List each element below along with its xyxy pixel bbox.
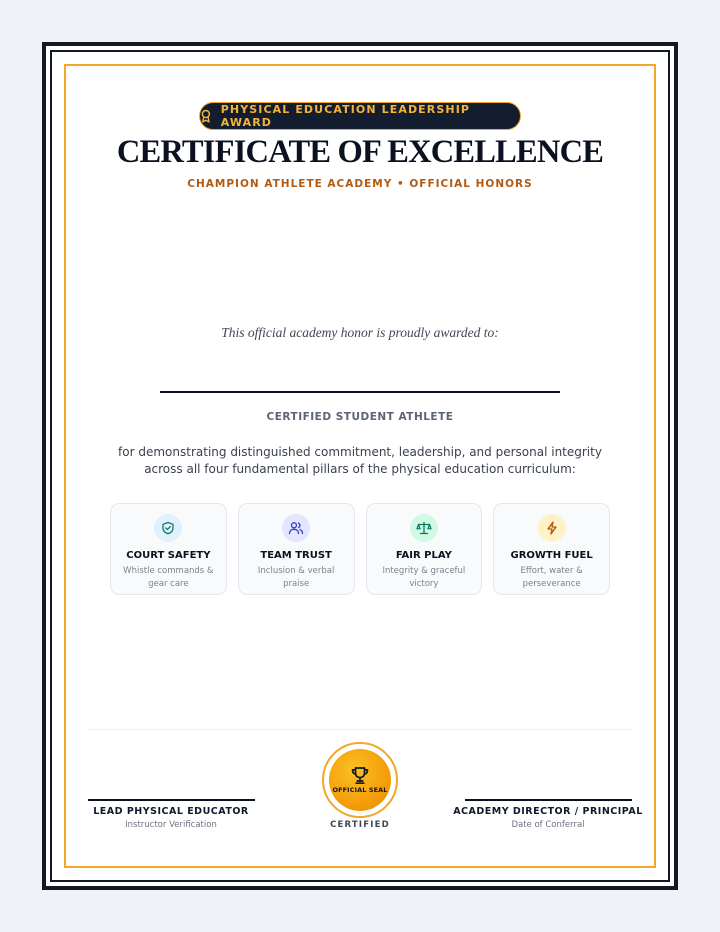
award-badge-text: PHYSICAL EDUCATION LEADERSHIP AWARD — [220, 103, 471, 129]
trophy-icon — [350, 766, 370, 785]
pillar-card-growth-fuel — [493, 503, 610, 595]
pillar-description: Whistle commands & gear care — [123, 566, 214, 589]
seal-caption: CERTIFIED — [330, 820, 390, 830]
pillar-title: GROWTH FUEL — [510, 550, 593, 561]
certificate-subtitle: CHAMPION ATHLETE ACADEMY • OFFICIAL HONORS — [187, 178, 533, 190]
pillar-title: TEAM TRUST — [260, 550, 332, 561]
pillar-card-team-trust — [238, 503, 355, 595]
certificate-title: CERTIFICATE OF EXCELLENCE — [116, 134, 604, 170]
scale-icon — [410, 514, 438, 542]
pillar-card-court-safety — [110, 503, 227, 595]
pillar-description: Integrity & graceful victory — [382, 566, 466, 589]
shield-check-icon — [154, 514, 182, 542]
seal-label: OFFICIAL SEAL — [332, 786, 388, 794]
pillar-card-fair-play — [366, 503, 483, 595]
pillars-row — [110, 503, 610, 595]
medal-icon — [200, 109, 212, 123]
footer-divider — [88, 729, 632, 730]
signature-subtitle-left: Instructor Verification — [125, 820, 217, 830]
seal-medallion — [329, 749, 391, 811]
signature-title-left: LEAD PHYSICAL EDUCATOR — [93, 806, 249, 817]
pillar-description: Inclusion & verbal praise — [257, 566, 335, 589]
pillar-title: FAIR PLAY — [395, 550, 452, 561]
pillar-title: COURT SAFETY — [126, 550, 211, 561]
pillar-description: Effort, water & perseverance — [520, 566, 583, 589]
lightning-icon — [538, 514, 566, 542]
award-description: for demonstrating distinguished commitment, leadership, and personal integrity across all four fundamental pillars of the physical education curriculum: — [118, 445, 602, 476]
signature-subtitle-right: Date of Conferral — [511, 820, 585, 830]
recipient-name-line — [160, 391, 560, 393]
official-seal — [322, 742, 398, 818]
users-icon — [282, 514, 310, 542]
signature-title-right: ACADEMY DIRECTOR / PRINCIPAL — [453, 806, 643, 817]
signature-line-left — [88, 799, 255, 801]
recipient-role: CERTIFIED STUDENT ATHLETE — [266, 411, 454, 423]
award-badge — [199, 102, 521, 130]
signature-line-right — [465, 799, 632, 801]
award-lead-text: This official academy honor is proudly awarded to: — [221, 325, 499, 340]
